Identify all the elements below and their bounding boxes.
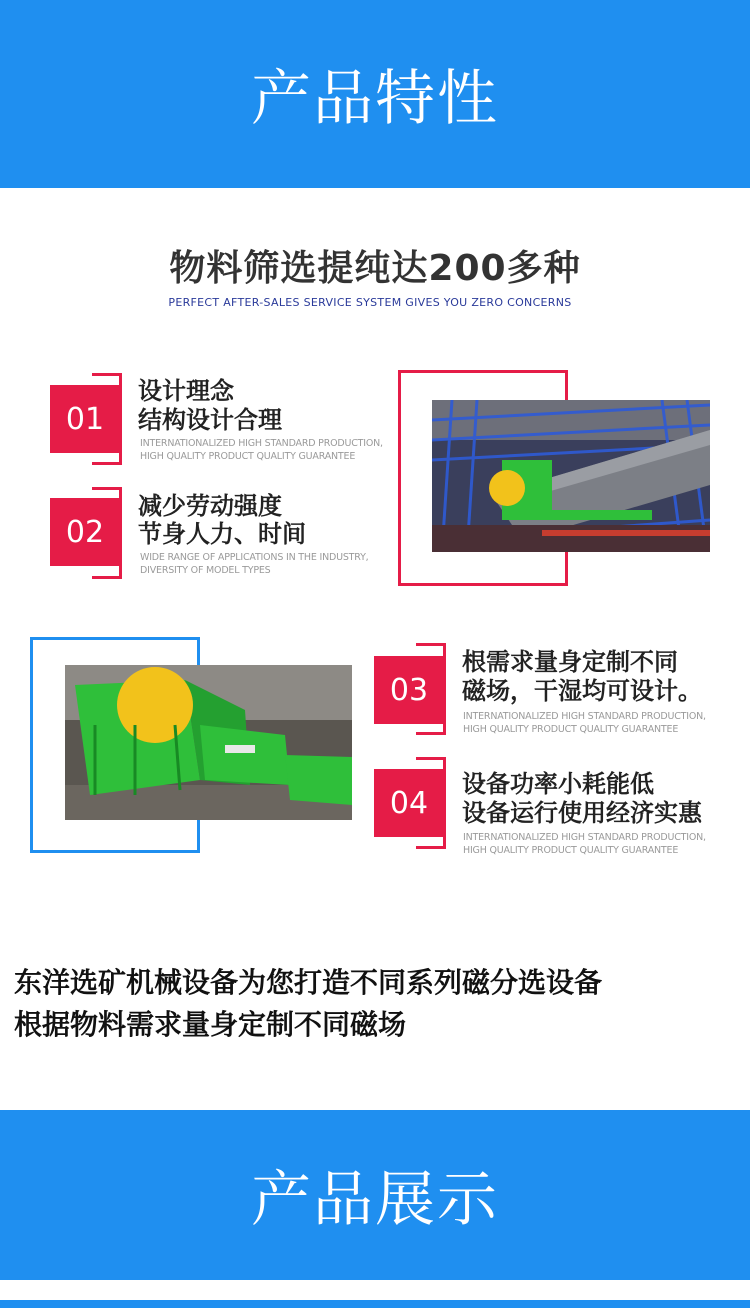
feature-subtitle-line1: INTERNATIONALIZED HIGH STANDARD PRODUCTION, [140,438,383,449]
bottom-strip [0,1300,750,1308]
feature-title-line2: 结构设计合理 [138,406,282,434]
feature-subtitle-line1: WIDE RANGE OF APPLICATIONS IN THE INDUSTRY, [140,552,369,563]
number-badge: 03 [374,656,444,724]
number-badge: 04 [374,769,444,837]
headline: 物料筛选提纯达200多种 [169,248,581,289]
feature-title-line1: 设计理念 [138,377,234,405]
feature-subtitle-line2: DIVERSITY OF MODEL TYPES [140,565,271,576]
section-title-features: 产品特性 [251,64,499,134]
slogan-line2: 根据物料需求量身定制不同磁场 [14,1008,407,1041]
feature-subtitle-line2: HIGH QUALITY PRODUCT QUALITY GUARANTEE [463,845,679,856]
slogan [14,962,744,1046]
feature-subtitle-line2: HIGH QUALITY PRODUCT QUALITY GUARANTEE [463,724,679,735]
slogan-line1: 东洋选矿机械设备为您打造不同系列磁分选设备 [14,966,603,999]
headline-subtitle: PERFECT AFTER-SALES SERVICE SYSTEM GIVES YOU ZERO CONCERNS [168,296,572,309]
top-banner [0,0,750,188]
feature-title-line2: 磁场，干湿均可设计。 [462,677,702,705]
feature-title-line1: 设备功率小耗能低 [462,770,654,798]
section-title-showcase: 产品展示 [251,1165,499,1235]
feature-subtitle-line2: HIGH QUALITY PRODUCT QUALITY GUARANTEE [140,451,356,462]
number-badge: 02 [50,498,120,566]
feature-title-line1: 减少劳动强度 [138,492,282,520]
product-photo-machine [65,665,352,820]
feature-subtitle-line1: INTERNATIONALIZED HIGH STANDARD PRODUCTION, [463,832,706,843]
feature-title-line1: 根需求量身定制不同 [462,648,678,676]
drum-separator-image [432,400,710,552]
magnetic-separator-image [65,665,352,820]
feature-title-line2: 设备运行使用经济实惠 [462,799,702,827]
feature-subtitle-line1: INTERNATIONALIZED HIGH STANDARD PRODUCTION, [463,711,706,722]
product-photo-drum [432,400,710,552]
bottom-banner [0,1110,750,1280]
number-badge: 01 [50,385,120,453]
feature-title-line2: 节身人力、时间 [138,520,306,548]
